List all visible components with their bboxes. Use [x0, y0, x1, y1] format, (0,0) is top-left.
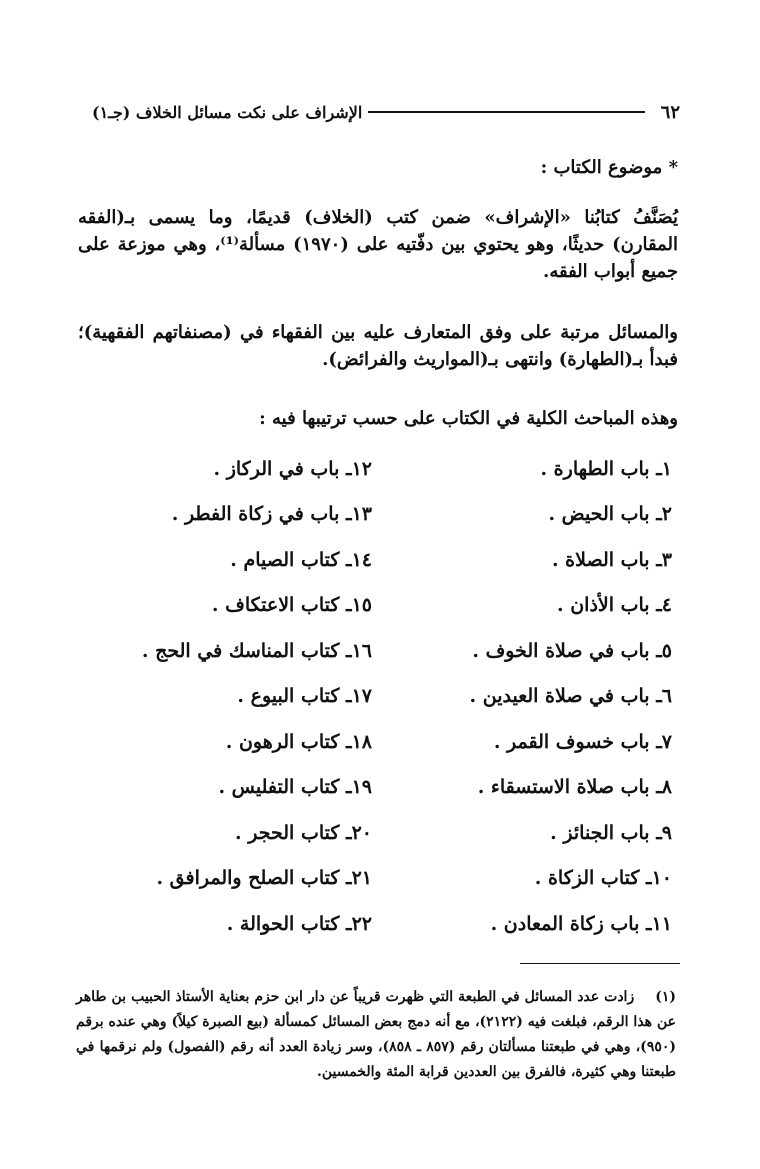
chapter-entry: ١١ـ باب زكاة المعادن .	[490, 912, 672, 935]
chapter-entry: ٢ـ باب الحيض .	[548, 503, 672, 526]
chapter-entry: ٦ـ باب في صلاة العيدين .	[469, 685, 672, 708]
paragraph-ordering: والمسائل مرتبة على وفق المتعارف عليه بين الفقهاء في (مصنفاتهم الفقهية)؛ فبدأ بـ(الطهارة) وانتهى بـ(المواريث والفرائض).	[78, 322, 678, 370]
chapter-row	[112, 765, 672, 811]
footnote-text: زادت عدد المسائل في الطبعة التي ظهرت قريباً عن دار ابن حزم بعناية الأستاذ الحبيب بن طاهر عن هذا الرقم، فبلغت فيه (٢١٢٢)، مع أنه دمج بعض المسائل كمسألة (بيع الصبرة كيلاً) وهي عنده برقم (٩٥٠)، وهي في طبعتنا مسألتان رقم (٨٥٧ ـ ٨٥٨)، وسر زيادة العدد أنه رقم (الفصول) ولم نرقمها في طبعتنا وهي كثيرة، فالفرق بين العددين قرابة المئة والخمسين.	[76, 989, 676, 1080]
chapter-entry: ١٣ـ باب في زكاة الفطر .	[171, 503, 372, 526]
chapter-entry: ١٢ـ باب في الركاز .	[213, 457, 372, 480]
running-header	[92, 95, 680, 129]
section-heading: * موضوع الكتاب :	[540, 157, 678, 178]
chapter-entry: ٤ـ باب الأذان .	[556, 594, 672, 617]
footnote-marker: (١)	[655, 989, 677, 1005]
chapter-row	[112, 446, 672, 492]
chapter-entry: ١٧ـ كتاب البيوع .	[237, 685, 372, 708]
chapter-entry: ٩ـ باب الجنائز .	[550, 821, 672, 844]
chapter-entry: ٢٠ـ كتاب الحجر .	[235, 821, 372, 844]
chapter-entry: ١ـ باب الطهارة .	[540, 457, 672, 480]
chapter-entry: ١٠ـ كتاب الزكاة .	[534, 867, 672, 890]
chapter-row	[112, 492, 672, 538]
chapter-entry: ٣ـ باب الصلاة .	[551, 548, 672, 571]
chapter-row	[112, 810, 672, 856]
chapter-row	[112, 583, 672, 629]
chapter-row	[112, 901, 672, 947]
chapter-entry: ١٥ـ كتاب الاعتكاف .	[211, 594, 372, 617]
page-number: ٦٢	[660, 101, 680, 123]
running-title: الإشراف على نكت مسائل الخلاف (جـ١)	[92, 102, 363, 122]
chapter-entry: ٥ـ باب في صلاة الخوف .	[472, 639, 672, 662]
chapter-row	[112, 537, 672, 583]
paragraph-book-classification: يُصَنَّفُ كتابُنا «الإشراف» ضمن كتب (الخلاف) قديمًا، وما يسمى بـ(الفقه المقارن) حديثًا، وهو يحتوي بين دفّتيه على (١٩٧٠) مسألة⁽¹⁾، وهي موزعة على جميع أبواب الفقه.	[78, 207, 679, 282]
chapter-entry: ٨ـ باب صلاة الاستسقاء .	[477, 776, 672, 799]
paragraph-list-intro: وهذه المباحث الكلية في الكتاب على حسب ترتيبها فيه :	[259, 408, 678, 429]
chapter-entry: ١٦ـ كتاب المناسك في الحج .	[141, 639, 372, 662]
chapter-entry: ٢٢ـ كتاب الحوالة .	[226, 912, 372, 935]
footnote-separator	[520, 963, 680, 964]
chapter-row	[112, 674, 672, 720]
chapter-entry: ١٩ـ كتاب التفليس .	[218, 776, 372, 799]
chapter-row	[112, 856, 672, 902]
chapter-entry: ١٨ـ كتاب الرهون .	[225, 730, 372, 753]
chapter-entry: ٧ـ باب خسوف القمر .	[493, 730, 672, 753]
header-rule	[368, 111, 644, 113]
chapter-list	[112, 446, 672, 947]
chapter-entry: ٢١ـ كتاب الصلح والمرافق .	[156, 867, 372, 890]
footnote	[76, 985, 676, 1085]
chapter-row	[112, 628, 672, 674]
chapter-entry: ١٤ـ كتاب الصيام .	[230, 548, 372, 571]
chapter-row	[112, 719, 672, 765]
